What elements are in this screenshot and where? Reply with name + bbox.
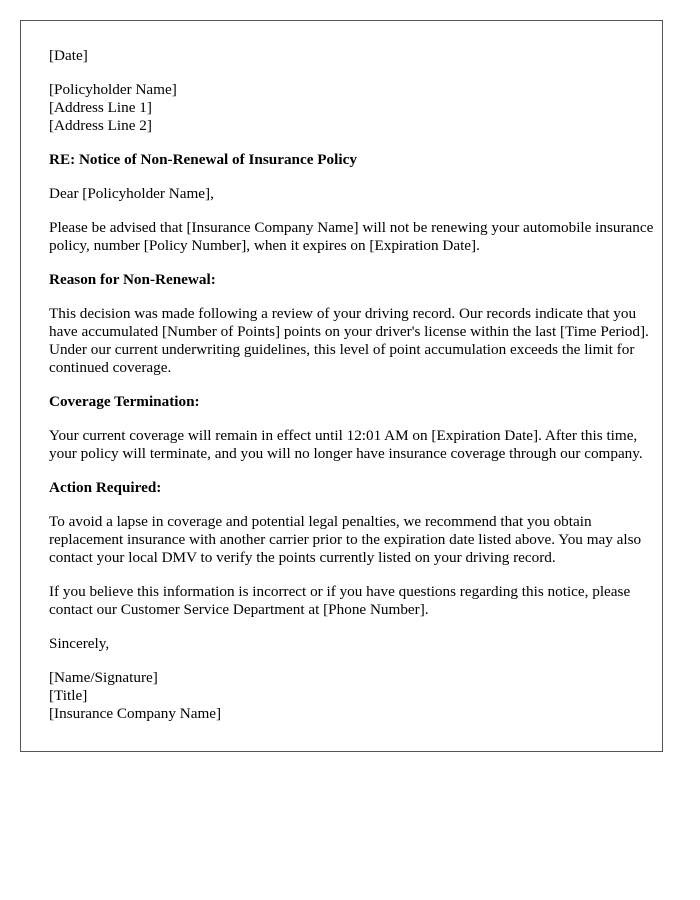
recipient-block — [49, 81, 662, 135]
recipient-address-line-1: [Address Line 1] — [49, 99, 152, 116]
section-heading-coverage-termination: Coverage Termination: — [49, 393, 200, 410]
signature-company: [Insurance Company Name] — [49, 705, 222, 722]
signature-title: [Title] — [49, 687, 88, 704]
letter-subject: RE: Notice of Non-Renewal of Insurance Policy — [49, 151, 357, 168]
recipient-address-line-2: [Address Line 2] — [49, 117, 152, 134]
intro-paragraph: Please be advised that [Insurance Company Name] will not be renewing your automobile insurance policy, number [Policy Number], when it expires on [Expiration Date]. — [49, 219, 654, 254]
section-body-coverage-termination: Your current coverage will remain in effect until 12:01 AM on [Expiration Date]. After this time, your policy will terminate, and you will no longer have insurance coverage through our company. — [49, 427, 643, 462]
letter-container — [20, 20, 663, 752]
letter-date: [Date] — [49, 47, 88, 64]
section-heading-reason: Reason for Non-Renewal: — [49, 271, 216, 288]
section-body-reason: This decision was made following a review of your driving record. Our records indicate that you have accumulated [Number of Points] points on your driver's license within the last [Time Period]. Under our current underwriting guidelines, this level of point accumulation exceeds the limit for continued coverage. — [49, 305, 649, 376]
signature-name: [Name/Signature] — [49, 669, 158, 686]
letter-closing: Sincerely, — [49, 635, 110, 652]
section-body-action-required: To avoid a lapse in coverage and potential legal penalties, we recommend that you obtain replacement insurance with another carrier prior to the expiration date listed above. You may also contact your local DMV to verify the points currently listed on your driving record. — [49, 513, 642, 566]
letter-salutation: Dear [Policyholder Name], — [49, 185, 214, 202]
recipient-name: [Policyholder Name] — [49, 81, 177, 98]
section-heading-action-required: Action Required: — [49, 479, 162, 496]
contact-paragraph: If you believe this information is incorrect or if you have questions regarding this notice, please contact our Customer Service Department at [Phone Number]. — [49, 583, 631, 618]
signature-block — [49, 669, 662, 723]
